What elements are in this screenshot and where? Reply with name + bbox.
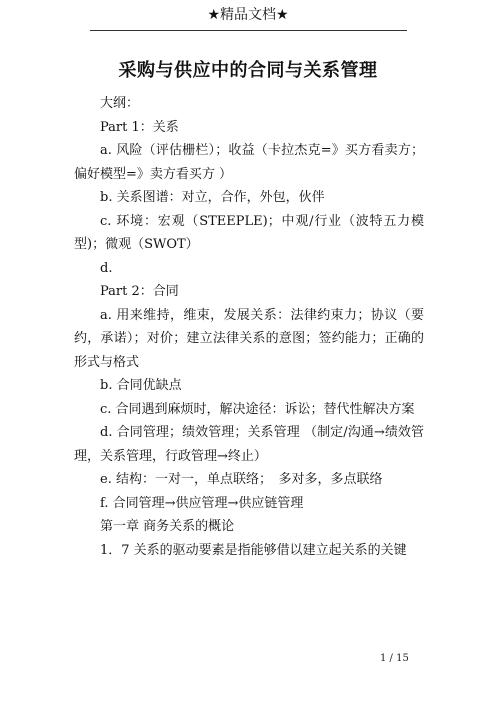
paragraph-part2-c: c. 合同遇到麻烦时，解决途径：诉讼；替代性解决方案 bbox=[100, 401, 415, 417]
document-title: 采购与供应中的合同与关系管理 bbox=[118, 60, 378, 81]
document-body bbox=[74, 92, 424, 562]
paragraph-part2-e: e. 结构：一对一，单点联络； 多对多，多点联络 bbox=[100, 472, 383, 487]
header-divider bbox=[90, 30, 407, 31]
paragraph-part1-a: a. 风险（评估栅栏）；收益（卡拉杰克=》买方看卖方；偏好模型=》卖方看买方 ） bbox=[74, 143, 424, 182]
paragraph-part1: Part 1：关系 bbox=[100, 119, 179, 135]
paragraph-part2-b: b. 合同优缺点 bbox=[100, 378, 182, 393]
paragraph-outline: 大纲： bbox=[100, 96, 140, 111]
page-header: ★精品文档★ bbox=[207, 7, 289, 23]
chapter-heading: 第一章 商务关系的概论 bbox=[100, 519, 235, 534]
paragraph-part2: Part 2：合同 bbox=[100, 284, 179, 299]
paragraph-part1-d: d. bbox=[100, 260, 113, 276]
paragraph-part2-d: d. 合同管理；绩效管理；关系管理 （制定/沟通→绩效管理，关系管理，行政管理→终止） bbox=[74, 425, 424, 464]
paragraph-part1-b: b. 关系图谱：对立，合作，外包，伙伴 bbox=[100, 190, 325, 205]
paragraph-part2-f: f. 合同管理→供应管理→供应链管理 bbox=[100, 495, 304, 511]
paragraph-part1-c: c. 环境：宏观（STEEPLE)；中观/行业（波特五力模型)；微观（SWOT） bbox=[74, 213, 424, 252]
page-number: 1 / 15 bbox=[380, 653, 409, 664]
paragraph-part2-a: a. 用来维持，维束，发展关系：法律约束力；协议（要约，承诺）；对价；建立法律关系的意图；签约能力；正确的形式与格式 bbox=[74, 307, 424, 370]
paragraph-section-1-7: 1．7 关系的驱动要素是指能够借以建立起关系的关键 bbox=[100, 542, 407, 558]
